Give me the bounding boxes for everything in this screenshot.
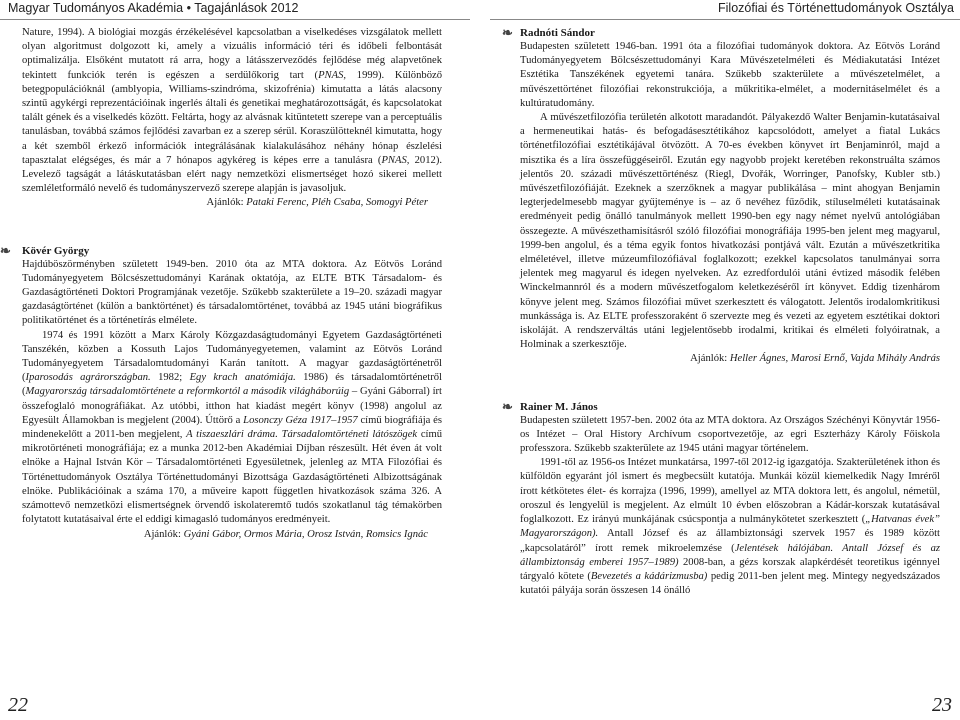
text-run: 1974 és 1991 között a Marx Károly Közgazdaságtudományi Egyetem Gazdaságtörténeti Tanszékén, közben a Kossuth Lajos Tudományegyetemen, valamint az Eötvös Loránd Tudományegyetem Társadalomtudományi Karán tanított. A magyar gazdaságtörténetről (: [22, 329, 442, 384]
text-run: Nature, 1994). A biológiai mozgás érzékelésével kapcsolatban a viselkedéses vizsgálatok mellett olyan algoritmust dolgozott ki, amely a vizuális információ téri és időbeli felbontását optimalizálja. Elsőként mutatott rá arra, hogy a látásszerveződés fejlődése még alapvetőnek tekintett funkciók terén is egészen a serdülőkorig tart (: [22, 27, 442, 81]
text-run: – Gyáni Gáborral) írt összefoglaló monográfiákat. Az utóbbi, itthon hat kiadást megért könyv (1998) angolul az Egyesült Államokban is megjelent (2004). Úttörő a: [22, 386, 442, 426]
italic-run: Iparosodás agrárországban.: [25, 372, 151, 384]
member-heading-kover: [0, 242, 442, 258]
radnoti-recommenders: [520, 352, 940, 366]
bio-paragraph: Budapesten született 1957-ben. 2002 óta az MTA doktora. Az Országos Széchényi Könyvtár 1956-os Intézet – Oral History Archívum csoportvezetője, az egri Eszterházy Károly Főiskola professzora. Szűkebb szakterülete az 1945 utáni magyar történelem.: [520, 414, 940, 455]
recommenders-names: Pataki Ferenc, Pléh Csaba, Somogyi Péter: [246, 197, 428, 209]
italic-run: „Hatvanas évek” Magyarországon).: [520, 514, 940, 540]
fleuron-icon: ❧: [502, 25, 513, 40]
text-run: című mikrotörténeti monográfiája; ez a munka 2012-ben Akadémiai Díjban részesült. Hét éven át volt elnöke a Hajnal István Kör – Társadalomtörténeti Egyesületnek, jelenleg az MTA Filozófiai és Történettudományok Osztálya Történettudományi Bizottsága Gazdaságtörténeti Albizottságának elnöke. Publikációinak a száma 170, a műveire kapott független hivatkozások száma 326. A számottevő nemzetközi elismertségnek örvendő iskolateremtő tudós szokatlanul tág témakörben folytatott kutatásaival érte el eddigi kimagasló tudományos eredményeit.: [22, 429, 442, 526]
header-rule-right: [490, 19, 960, 20]
italic-run: PNAS,: [318, 69, 347, 81]
intro-recommenders: [22, 196, 442, 210]
member-name: Radnóti Sándor: [520, 27, 595, 39]
text-run: Antall József és az állambiztonsági szervek 1957 és 1989 között „kapcsolatáról” írott remek mikroelemzése (: [520, 528, 940, 554]
member-name: Kövér György: [22, 244, 90, 257]
recommenders-names: Heller Ágnes, Marosi Ernő, Vajda Mihály András: [729, 353, 940, 365]
bio-paragraph: [520, 456, 940, 598]
recommenders-label: Ajánlók:: [206, 197, 247, 209]
text-run: 1991-től az 1956-os Intézet munkatársa, 1997-től 2012-ig igazgatója. Szakterületének ithon és külföldön egyaránt jól ismert és megbecsült kutatója. Munkái közül kiemelkedik Nagy Imréről írott kétkötetes élet- és korrajza (1996, 1999), amellyel az MTA doktora lett, és angolul, németül, oroszul és lengyelül is megjelent. Az elmúlt 10 évben előszobran a Kádár-korszak kutatásával foglalkozott. Ez irányú munkájának csúcspontja a nulmánykötetet szerkesztett (: [520, 457, 940, 526]
member-heading-rainer: [502, 398, 940, 414]
member-name: Rainer M. János: [520, 400, 598, 413]
italic-run: Jelentések hálójában. Antall József és az állambiztonság emberei 1957–1989): [520, 542, 941, 568]
recommenders-label: Ajánlók:: [143, 528, 184, 540]
italic-run: Magyarország társadalomtörténete a reformkortól a második világháborúig: [25, 386, 350, 398]
left-column: [0, 26, 442, 542]
fleuron-icon: ❧: [502, 398, 513, 414]
text-run: pedig 2011-ben jelent meg. Mintegy negyedszázados kutatói pályája során összesen 14 önálló: [520, 570, 940, 597]
bio-paragraph: A művészetfilozófia területén alkotott maradandót. Pályakezdő Walter Benjamin-kutatásaival a hermeneutikai hatás- és befogadásesztétikához kapcsolódott, amelyet a fiatal Lukács történetfilozófiai esztétikájával ötvözött. A 70-es években könyvet írt Benjaminról, majd a misztika és a líra összefüggéseiről. Ezután egy nagyobb projekt keretében rekonstruálta számos jelentős 20. századi művészettörténész (Riegl, Dvořák, Worringer, Panofsky, Kubler stb.) művészetfilozófiáját. Ezeknek a szerzőknek a magyar publikálása – mint ahogyan Benjamin legterjedelmesebb magyar gyűjteménye is – az ő nevéhez fűződik, stíluselméleti kutatásainak eredményeit pedig önálló tanulmányok mellett 1990-ben egy nagy német nyelvű antológiában összegezte. A művészethamisításról szóló filozófiai monográfiája 1995-ben jelent meg magyarul, 1999-ben angolul, és a téma egyik fontos hivatkozási pontjává vált. Ezután a művészetkritika elméletével, illetve múzeumfilozófiával foglalkozott; ezekkel kapcsolatos tanulmányai sorra jelentek meg magyarul és idegen nyelveken. Az ezredfordulói utáni évtized második felében Winckelmannról és a modern művészetfogalom keletkezéséről írt könyvet. Eddig tizenhárom könyve jelent meg. Számos filozófiai művet szerkesztett és válogatott. Jelentős irodalomkritikusi munkássága is. Az ELTE professzoraként ő szervezte meg és vezeti az egyetem esztétikai doktori iskoláját. A rendszerváltás utáni legjelentősebb irodalmi, kritikai és elméleti folyóiratnak, a Holminak a szerkesztője.: [520, 112, 940, 351]
page-number-left: 22: [8, 694, 28, 716]
page-number-right: 23: [932, 694, 952, 716]
italic-run: Bevezetés a kádárizmusba): [590, 570, 708, 582]
recommenders-label: Ajánlók:: [690, 353, 730, 365]
bio-paragraph: Budapesten született 1946-ban. 1991 óta a filozófiai tudományok doktora. Az Eötvös Loránd Tudományegyetem Bölcsészettudományi Kara Művészetelméleti és Médiakutatási Intézet Esztétika Tanszékének egyetemi tanára. Szűkebb szakterülete a művészetelmélet, a művészettörténet filozófiai rekonstrukciója, a műkritika-elmélet, a modernitáselmélet és a kultúratudomány.: [520, 41, 940, 109]
text-run: 2008-ban, a gézs korszak alapkérdését teoretikus igénnyel tárgyaló kötete (: [520, 556, 940, 582]
text-run: 1986) és társadalomtörténetről (: [22, 372, 442, 398]
italic-run: Losonczy Géza 1917–1957: [243, 414, 358, 426]
text-run: című biográfiája és mindenekelőtt a 2011-ben megjelent,: [22, 414, 442, 441]
running-header-left: Magyar Tudományos Akadémia • Tagajánlások 2012: [8, 1, 299, 15]
recommenders-names: Gyáni Gábor, Ormos Mária, Orosz István, Romsics Ignác: [183, 528, 428, 540]
text-run: 1999). Különböző betegpopulációknál (amblyopia, Williams-szindróma, skizofrénia) kimutatta a látás alacsony szintű agykérgi reprezentációinak ingerlés általi és genetikai meghatározottságát, és kapcsolatokat talált gének és a viselkedés között. Feltárta, hogy az alvásnak kitüntetett szerepe van a perceptuális tanulásban, továbbá számos fejlődési zavarban ez a szerep sérül. Koraszülötteknél kimutatta, hogy a két szemből érkező információk integrálásának kialakulásához néhány hónap észlelési tapasztalat elégséges, és már a 7 hónapos agykéreg is képes erre a tanulásra (: [22, 69, 442, 166]
intro-paragraph: [22, 26, 442, 196]
member-heading-radnoti: [502, 25, 940, 40]
italic-run: Egy krach anatómiája.: [189, 372, 296, 384]
text-run: 1982;: [150, 372, 190, 384]
right-column: [502, 25, 941, 598]
text-run: 2012). Levelező tagságát a látáskutatásban elért nagy nemzetközi elismertséget hozó sikerei mellett szemléletformáló nevelő és tudományszervező szerepe alapján is javasoljuk.: [22, 154, 442, 195]
spacer: [22, 211, 442, 244]
spacer: [520, 367, 940, 400]
bio-paragraph: [22, 329, 442, 528]
running-header-right: Filozófiai és Történettudományok Osztálya: [718, 1, 954, 15]
header-rule-left: [0, 19, 470, 20]
italic-run: A tiszaeszlári dráma. Társadalomtörténeti látószögek: [186, 429, 418, 441]
kover-recommenders: [22, 528, 442, 542]
italic-run: PNAS,: [381, 154, 410, 166]
bio-paragraph: Hajdúböszörményben született 1949-ben. 2010 óta az MTA doktora. Az Eötvös Loránd Tudományegyetem Bölcsészettudományi Karának oktatója, az ELTE BTK Társadalom- és Gazdaságtörténeti Doktori Programjának vezetője. Szűkebb szakterülete a 19–20. századi magyar gazdaságtörténet (külön a banktörténet) és társadalomtörténet, továbbá az 1945 utáni biográfikus politikatörténet és a történetírás elmélete.: [22, 258, 442, 327]
fleuron-icon: ❧: [0, 242, 11, 258]
